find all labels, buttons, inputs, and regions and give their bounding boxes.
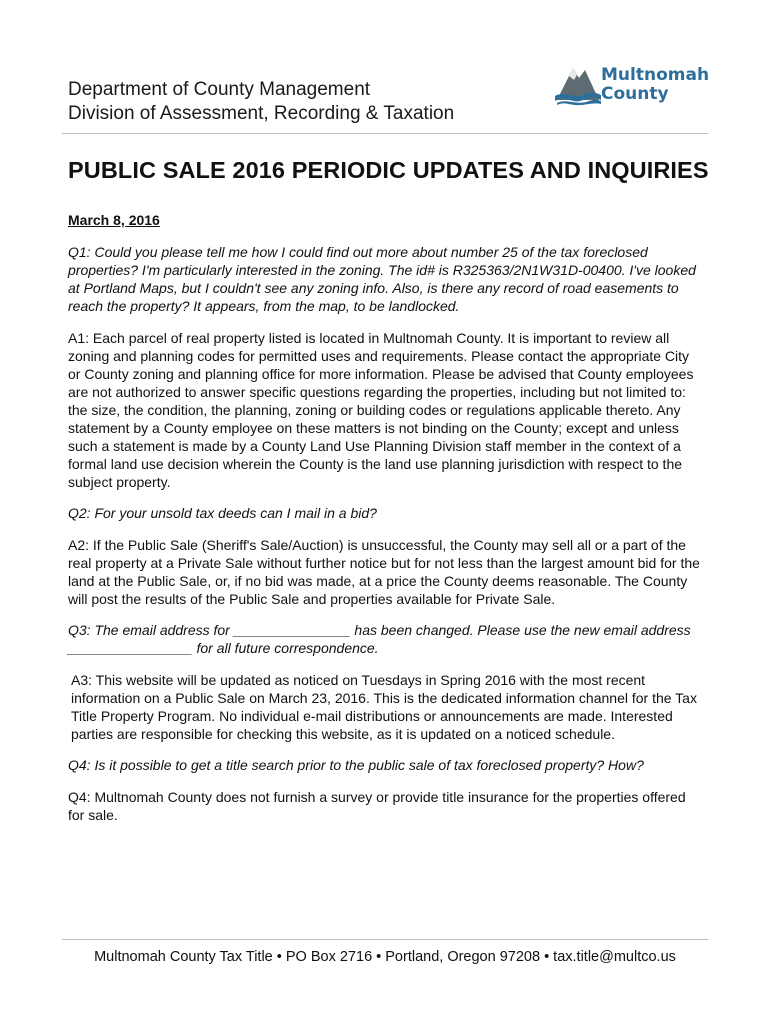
answer-4: Q4: Multnomah County does not furnish a survey or provide title insurance for the properties offered for sale. [68,789,686,823]
answer-2: A2: If the Public Sale (Sheriff's Sale/Auction) is unsuccessful, the County may sell all or a part of the real property at a Private Sale without further notice but for not less than the largest amount bid for the land at the Public Sale, or, if no bid was made, at a price the County deems reasonable. The County will post the results of the Public Sale and properties available for Private Sale. [68,537,700,607]
question-4: Q4: Is it possible to get a title search prior to the public sale of tax foreclosed property? How? [68,757,644,773]
multnomah-county-logo [555,60,710,110]
division-name: Division of Assessment, Recording & Taxation [68,103,455,124]
qa-content [68,211,704,837]
logo-line-2: County [601,84,669,104]
department-name: Department of County Management [68,79,371,100]
question-1: Q1: Could you please tell me how I could find out more about number 25 of the tax foreclosed properties? I'm particularly interested in the zoning. The id# is R325363/2N1W31D-00400. I've looked at Portland Maps, but I couldn't see any zoning info. Also, is there any record of road easements to reach the property? It appears, from the map, to be landlocked. [68,244,696,314]
header-divider [62,133,708,134]
update-date: March 8, 2016 [68,212,160,228]
page-title: PUBLIC SALE 2016 PERIODIC UPDATES AND INQUIRIES [68,157,709,183]
question-3: Q3: The email address for _______________ has been changed. Please use the new email address ________________ for all future correspondence. [68,622,691,656]
footer-divider [62,939,708,940]
logo-line-1: Multnomah [601,65,710,85]
mountain-icon [555,60,603,106]
answer-1: A1: Each parcel of real property listed is located in Multnomah County. It is important to review all zoning and planning codes for permitted uses and requirements. Please contact the appropriate City or County zoning and planning office for more information. Please be advised that County employees are not authorized to answer specific questions regarding the properties, including but not limited to: the size, the condition, the planning, zoning or building codes or regulations applicable thereto. Any statement by a County employee on these matters is not binding on the County; except and unless such a statement is made by a County Land Use Planning Division staff member in the context of a formal land use decision wherein the County is the land use planning jurisdiction with respect to the subject property. [68,330,694,490]
footer-contact: Multnomah County Tax Title • PO Box 2716 • Portland, Oregon 97208 • tax.title@multco.us [94,949,676,965]
answer-3: A3: This website will be updated as noticed on Tuesdays in Spring 2016 with the most recent information on a Public Sale on March 23, 2016. This is the dedicated information channel for the Tax Title Property Program. No individual e-mail distributions or announcements are made. Interested parties are responsible for checking this website, as it is updated on a noticed schedule. [71,672,697,742]
question-2: Q2: For your unsold tax deeds can I mail in a bid? [68,505,377,521]
